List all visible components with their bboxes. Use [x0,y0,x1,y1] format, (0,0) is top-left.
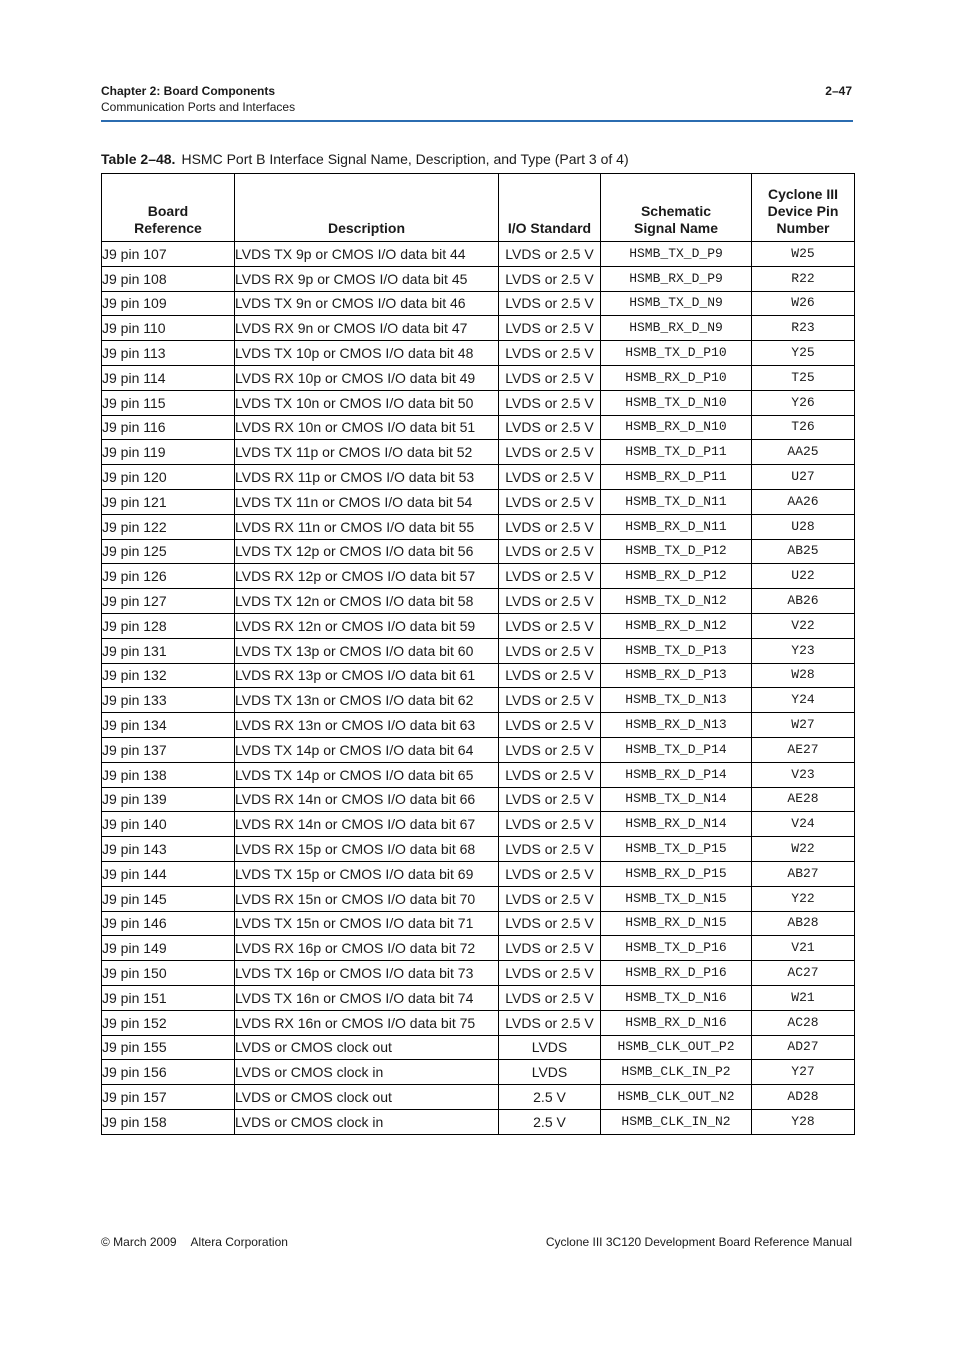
cell-io-standard: LVDS or 2.5 V [499,936,601,961]
cell-board-reference: J9 pin 149 [102,936,235,961]
cell-board-reference: J9 pin 144 [102,861,235,886]
cell-description: LVDS RX 10n or CMOS I/O data bit 51 [235,415,499,440]
table-row [102,1010,855,1035]
cell-schematic-signal-name: HSMB_TX_D_P14 [601,737,752,762]
cell-board-reference: J9 pin 131 [102,638,235,663]
cell-device-pin-number: Y26 [752,390,855,415]
cell-schematic-signal-name: HSMB_RX_D_P15 [601,861,752,886]
cell-io-standard: LVDS or 2.5 V [499,514,601,539]
cell-io-standard: LVDS or 2.5 V [499,341,601,366]
cell-schematic-signal-name: HSMB_TX_D_N15 [601,886,752,911]
cell-schematic-signal-name: HSMB_RX_D_N14 [601,812,752,837]
table-row [102,266,855,291]
table-row [102,1085,855,1110]
cell-board-reference: J9 pin 158 [102,1109,235,1134]
cell-schematic-signal-name: HSMB_RX_D_P10 [601,365,752,390]
cell-board-reference: J9 pin 132 [102,663,235,688]
signal-table [101,173,855,1135]
cell-board-reference: J9 pin 109 [102,291,235,316]
cell-board-reference: J9 pin 137 [102,737,235,762]
footer-company: Altera Corporation [190,1235,288,1249]
cell-device-pin-number: AD28 [752,1085,855,1110]
cell-schematic-signal-name: HSMB_RX_D_P12 [601,564,752,589]
table-row [102,489,855,514]
cell-description: LVDS RX 15n or CMOS I/O data bit 70 [235,886,499,911]
cell-device-pin-number: U28 [752,514,855,539]
cell-description: LVDS RX 9n or CMOS I/O data bit 47 [235,316,499,341]
cell-io-standard: 2.5 V [499,1085,601,1110]
cell-description: LVDS TX 10p or CMOS I/O data bit 48 [235,341,499,366]
cell-device-pin-number: Y25 [752,341,855,366]
footer-left [101,1234,288,1250]
cell-schematic-signal-name: HSMB_CLK_IN_N2 [601,1109,752,1134]
cell-schematic-signal-name: HSMB_RX_D_P16 [601,961,752,986]
table-row [102,985,855,1010]
cell-description: LVDS TX 15p or CMOS I/O data bit 69 [235,861,499,886]
table-row [102,242,855,267]
cell-io-standard: LVDS or 2.5 V [499,837,601,862]
table-row [102,638,855,663]
cell-schematic-signal-name: HSMB_CLK_OUT_N2 [601,1085,752,1110]
cell-io-standard: LVDS or 2.5 V [499,440,601,465]
cell-schematic-signal-name: HSMB_RX_D_N10 [601,415,752,440]
footer-manual-title: Cyclone III 3C120 Development Board Reference Manual [545,1235,852,1249]
cell-device-pin-number: T25 [752,365,855,390]
cell-device-pin-number: AA26 [752,489,855,514]
cell-schematic-signal-name: HSMB_TX_D_P13 [601,638,752,663]
footer-copyright: © March 2009 [101,1235,177,1249]
cell-device-pin-number: W27 [752,713,855,738]
table-row [102,341,855,366]
cell-board-reference: J9 pin 155 [102,1035,235,1060]
table-body [102,242,855,1135]
cell-description: LVDS RX 11p or CMOS I/O data bit 53 [235,465,499,490]
cell-schematic-signal-name: HSMB_CLK_OUT_P2 [601,1035,752,1060]
cell-description: LVDS RX 16n or CMOS I/O data bit 75 [235,1010,499,1035]
cell-schematic-signal-name: HSMB_TX_D_P16 [601,936,752,961]
cell-description: LVDS TX 16n or CMOS I/O data bit 74 [235,985,499,1010]
table-row [102,613,855,638]
cell-io-standard: LVDS or 2.5 V [499,415,601,440]
cell-description: LVDS or CMOS clock out [235,1085,499,1110]
cell-device-pin-number: AE27 [752,737,855,762]
cell-description: LVDS TX 13p or CMOS I/O data bit 60 [235,638,499,663]
chapter-title: Chapter 2: Board Components [101,84,276,98]
cell-schematic-signal-name: HSMB_TX_D_N13 [601,688,752,713]
cell-io-standard: LVDS [499,1060,601,1085]
cell-board-reference: J9 pin 126 [102,564,235,589]
cell-io-standard: LVDS or 2.5 V [499,737,601,762]
cell-io-standard: LVDS or 2.5 V [499,1010,601,1035]
cell-board-reference: J9 pin 150 [102,961,235,986]
table-row [102,415,855,440]
table-row [102,291,855,316]
table-row [102,1109,855,1134]
table-row [102,812,855,837]
cell-description: LVDS TX 16p or CMOS I/O data bit 73 [235,961,499,986]
header-rule [101,120,853,122]
table-row [102,762,855,787]
cell-io-standard: LVDS or 2.5 V [499,663,601,688]
cell-schematic-signal-name: HSMB_TX_D_N14 [601,787,752,812]
cell-description: LVDS RX 11n or CMOS I/O data bit 55 [235,514,499,539]
cell-board-reference: J9 pin 116 [102,415,235,440]
cell-board-reference: J9 pin 107 [102,242,235,267]
cell-board-reference: J9 pin 145 [102,886,235,911]
cell-io-standard: LVDS or 2.5 V [499,316,601,341]
cell-device-pin-number: R22 [752,266,855,291]
cell-board-reference: J9 pin 157 [102,1085,235,1110]
col-header-io-standard: I/O Standard [499,174,601,242]
cell-schematic-signal-name: HSMB_RX_D_N12 [601,613,752,638]
table-caption-text: HSMC Port B Interface Signal Name, Description, and Type (Part 3 of 4) [181,151,629,167]
cell-description: LVDS TX 12p or CMOS I/O data bit 56 [235,539,499,564]
cell-io-standard: LVDS or 2.5 V [499,489,601,514]
cell-io-standard: LVDS or 2.5 V [499,242,601,267]
cell-description: LVDS RX 13p or CMOS I/O data bit 61 [235,663,499,688]
cell-description: LVDS or CMOS clock in [235,1060,499,1085]
cell-board-reference: J9 pin 113 [102,341,235,366]
cell-schematic-signal-name: HSMB_TX_D_N11 [601,489,752,514]
cell-schematic-signal-name: HSMB_TX_D_P10 [601,341,752,366]
cell-description: LVDS RX 14n or CMOS I/O data bit 67 [235,812,499,837]
cell-description: LVDS RX 9p or CMOS I/O data bit 45 [235,266,499,291]
cell-device-pin-number: AB25 [752,539,855,564]
table-row [102,663,855,688]
col-header-description: Description [235,174,499,242]
cell-board-reference: J9 pin 138 [102,762,235,787]
cell-device-pin-number: AC27 [752,961,855,986]
cell-io-standard: LVDS or 2.5 V [499,390,601,415]
table-row [102,787,855,812]
cell-schematic-signal-name: HSMB_TX_D_P12 [601,539,752,564]
cell-device-pin-number: V24 [752,812,855,837]
cell-board-reference: J9 pin 139 [102,787,235,812]
cell-description: LVDS TX 14p or CMOS I/O data bit 64 [235,737,499,762]
cell-device-pin-number: AB27 [752,861,855,886]
cell-description: LVDS TX 14p or CMOS I/O data bit 65 [235,762,499,787]
table-row [102,936,855,961]
cell-io-standard: LVDS or 2.5 V [499,539,601,564]
table-row [102,390,855,415]
cell-device-pin-number: U22 [752,564,855,589]
cell-board-reference: J9 pin 133 [102,688,235,713]
cell-description: LVDS TX 10n or CMOS I/O data bit 50 [235,390,499,415]
col-header-schematic-signal-name: Schematic Signal Name [601,174,752,242]
table-row [102,589,855,614]
table-row [102,961,855,986]
cell-device-pin-number: AD27 [752,1035,855,1060]
cell-io-standard: LVDS or 2.5 V [499,985,601,1010]
cell-device-pin-number: W21 [752,985,855,1010]
cell-schematic-signal-name: HSMB_RX_D_P11 [601,465,752,490]
cell-device-pin-number: W25 [752,242,855,267]
cell-io-standard: LVDS [499,1035,601,1060]
cell-board-reference: J9 pin 128 [102,613,235,638]
cell-description: LVDS RX 15p or CMOS I/O data bit 68 [235,837,499,862]
cell-io-standard: 2.5 V [499,1109,601,1134]
cell-io-standard: LVDS or 2.5 V [499,812,601,837]
cell-board-reference: J9 pin 122 [102,514,235,539]
cell-device-pin-number: AE28 [752,787,855,812]
table-row [102,316,855,341]
cell-schematic-signal-name: HSMB_TX_D_N12 [601,589,752,614]
cell-io-standard: LVDS or 2.5 V [499,787,601,812]
cell-schematic-signal-name: HSMB_RX_D_P13 [601,663,752,688]
cell-io-standard: LVDS or 2.5 V [499,291,601,316]
table-caption-label: Table 2–48. [101,151,176,167]
cell-device-pin-number: W28 [752,663,855,688]
cell-device-pin-number: V21 [752,936,855,961]
cell-board-reference: J9 pin 151 [102,985,235,1010]
cell-io-standard: LVDS or 2.5 V [499,886,601,911]
cell-io-standard: LVDS or 2.5 V [499,365,601,390]
col-header-board-reference: Board Reference [102,174,235,242]
cell-device-pin-number: W26 [752,291,855,316]
cell-io-standard: LVDS or 2.5 V [499,638,601,663]
cell-schematic-signal-name: HSMB_RX_D_P14 [601,762,752,787]
cell-schematic-signal-name: HSMB_RX_D_P9 [601,266,752,291]
cell-schematic-signal-name: HSMB_RX_D_N15 [601,911,752,936]
cell-device-pin-number: T26 [752,415,855,440]
cell-schematic-signal-name: HSMB_TX_D_N9 [601,291,752,316]
cell-description: LVDS or CMOS clock in [235,1109,499,1134]
cell-board-reference: J9 pin 115 [102,390,235,415]
cell-description: LVDS RX 10p or CMOS I/O data bit 49 [235,365,499,390]
table-row [102,713,855,738]
cell-io-standard: LVDS or 2.5 V [499,613,601,638]
cell-description: LVDS RX 16p or CMOS I/O data bit 72 [235,936,499,961]
page-number: 2–47 [825,84,852,98]
cell-description: LVDS TX 15n or CMOS I/O data bit 71 [235,911,499,936]
cell-io-standard: LVDS or 2.5 V [499,762,601,787]
cell-description: LVDS TX 13n or CMOS I/O data bit 62 [235,688,499,713]
cell-device-pin-number: R23 [752,316,855,341]
table-row [102,837,855,862]
table-row [102,737,855,762]
section-title: Communication Ports and Interfaces [101,100,296,114]
table-row [102,514,855,539]
cell-schematic-signal-name: HSMB_RX_D_N13 [601,713,752,738]
table-row [102,440,855,465]
cell-description: LVDS RX 12p or CMOS I/O data bit 57 [235,564,499,589]
cell-board-reference: J9 pin 110 [102,316,235,341]
cell-board-reference: J9 pin 119 [102,440,235,465]
cell-board-reference: J9 pin 125 [102,539,235,564]
table-header-row [102,174,855,242]
cell-io-standard: LVDS or 2.5 V [499,911,601,936]
cell-io-standard: LVDS or 2.5 V [499,266,601,291]
cell-io-standard: LVDS or 2.5 V [499,589,601,614]
cell-device-pin-number: AA25 [752,440,855,465]
table-row [102,886,855,911]
cell-board-reference: J9 pin 140 [102,812,235,837]
cell-schematic-signal-name: HSMB_TX_D_N16 [601,985,752,1010]
table-row [102,911,855,936]
table-row [102,1060,855,1085]
cell-description: LVDS TX 12n or CMOS I/O data bit 58 [235,589,499,614]
cell-description: LVDS RX 12n or CMOS I/O data bit 59 [235,613,499,638]
cell-board-reference: J9 pin 146 [102,911,235,936]
cell-board-reference: J9 pin 114 [102,365,235,390]
cell-device-pin-number: AB26 [752,589,855,614]
cell-board-reference: J9 pin 127 [102,589,235,614]
cell-board-reference: J9 pin 120 [102,465,235,490]
cell-io-standard: LVDS or 2.5 V [499,713,601,738]
table-caption [101,150,629,168]
cell-board-reference: J9 pin 134 [102,713,235,738]
cell-schematic-signal-name: HSMB_TX_D_P15 [601,837,752,862]
table-row [102,564,855,589]
cell-schematic-signal-name: HSMB_TX_D_N10 [601,390,752,415]
cell-device-pin-number: V23 [752,762,855,787]
cell-description: LVDS TX 11p or CMOS I/O data bit 52 [235,440,499,465]
col-header-device-pin-number: Cyclone III Device Pin Number [752,174,855,242]
table-row [102,365,855,390]
cell-io-standard: LVDS or 2.5 V [499,688,601,713]
cell-description: LVDS TX 9p or CMOS I/O data bit 44 [235,242,499,267]
cell-io-standard: LVDS or 2.5 V [499,465,601,490]
table-row [102,688,855,713]
cell-io-standard: LVDS or 2.5 V [499,564,601,589]
cell-board-reference: J9 pin 121 [102,489,235,514]
cell-board-reference: J9 pin 143 [102,837,235,862]
cell-schematic-signal-name: HSMB_RX_D_N9 [601,316,752,341]
cell-device-pin-number: Y28 [752,1109,855,1134]
cell-schematic-signal-name: HSMB_TX_D_P11 [601,440,752,465]
cell-device-pin-number: Y23 [752,638,855,663]
cell-device-pin-number: Y24 [752,688,855,713]
cell-description: LVDS TX 9n or CMOS I/O data bit 46 [235,291,499,316]
cell-device-pin-number: U27 [752,465,855,490]
cell-schematic-signal-name: HSMB_CLK_IN_P2 [601,1060,752,1085]
cell-io-standard: LVDS or 2.5 V [499,961,601,986]
cell-description: LVDS RX 13n or CMOS I/O data bit 63 [235,713,499,738]
running-header [101,83,295,115]
cell-description: LVDS RX 14n or CMOS I/O data bit 66 [235,787,499,812]
cell-board-reference: J9 pin 156 [102,1060,235,1085]
cell-device-pin-number: AC28 [752,1010,855,1035]
cell-io-standard: LVDS or 2.5 V [499,861,601,886]
table-row [102,539,855,564]
cell-device-pin-number: Y22 [752,886,855,911]
cell-schematic-signal-name: HSMB_RX_D_N11 [601,514,752,539]
cell-board-reference: J9 pin 152 [102,1010,235,1035]
cell-schematic-signal-name: HSMB_TX_D_P9 [601,242,752,267]
cell-schematic-signal-name: HSMB_RX_D_N16 [601,1010,752,1035]
cell-board-reference: J9 pin 108 [102,266,235,291]
table-row [102,861,855,886]
cell-device-pin-number: AB28 [752,911,855,936]
cell-device-pin-number: V22 [752,613,855,638]
cell-description: LVDS TX 11n or CMOS I/O data bit 54 [235,489,499,514]
table-row [102,465,855,490]
table-row [102,1035,855,1060]
cell-device-pin-number: Y27 [752,1060,855,1085]
cell-description: LVDS or CMOS clock out [235,1035,499,1060]
cell-device-pin-number: W22 [752,837,855,862]
